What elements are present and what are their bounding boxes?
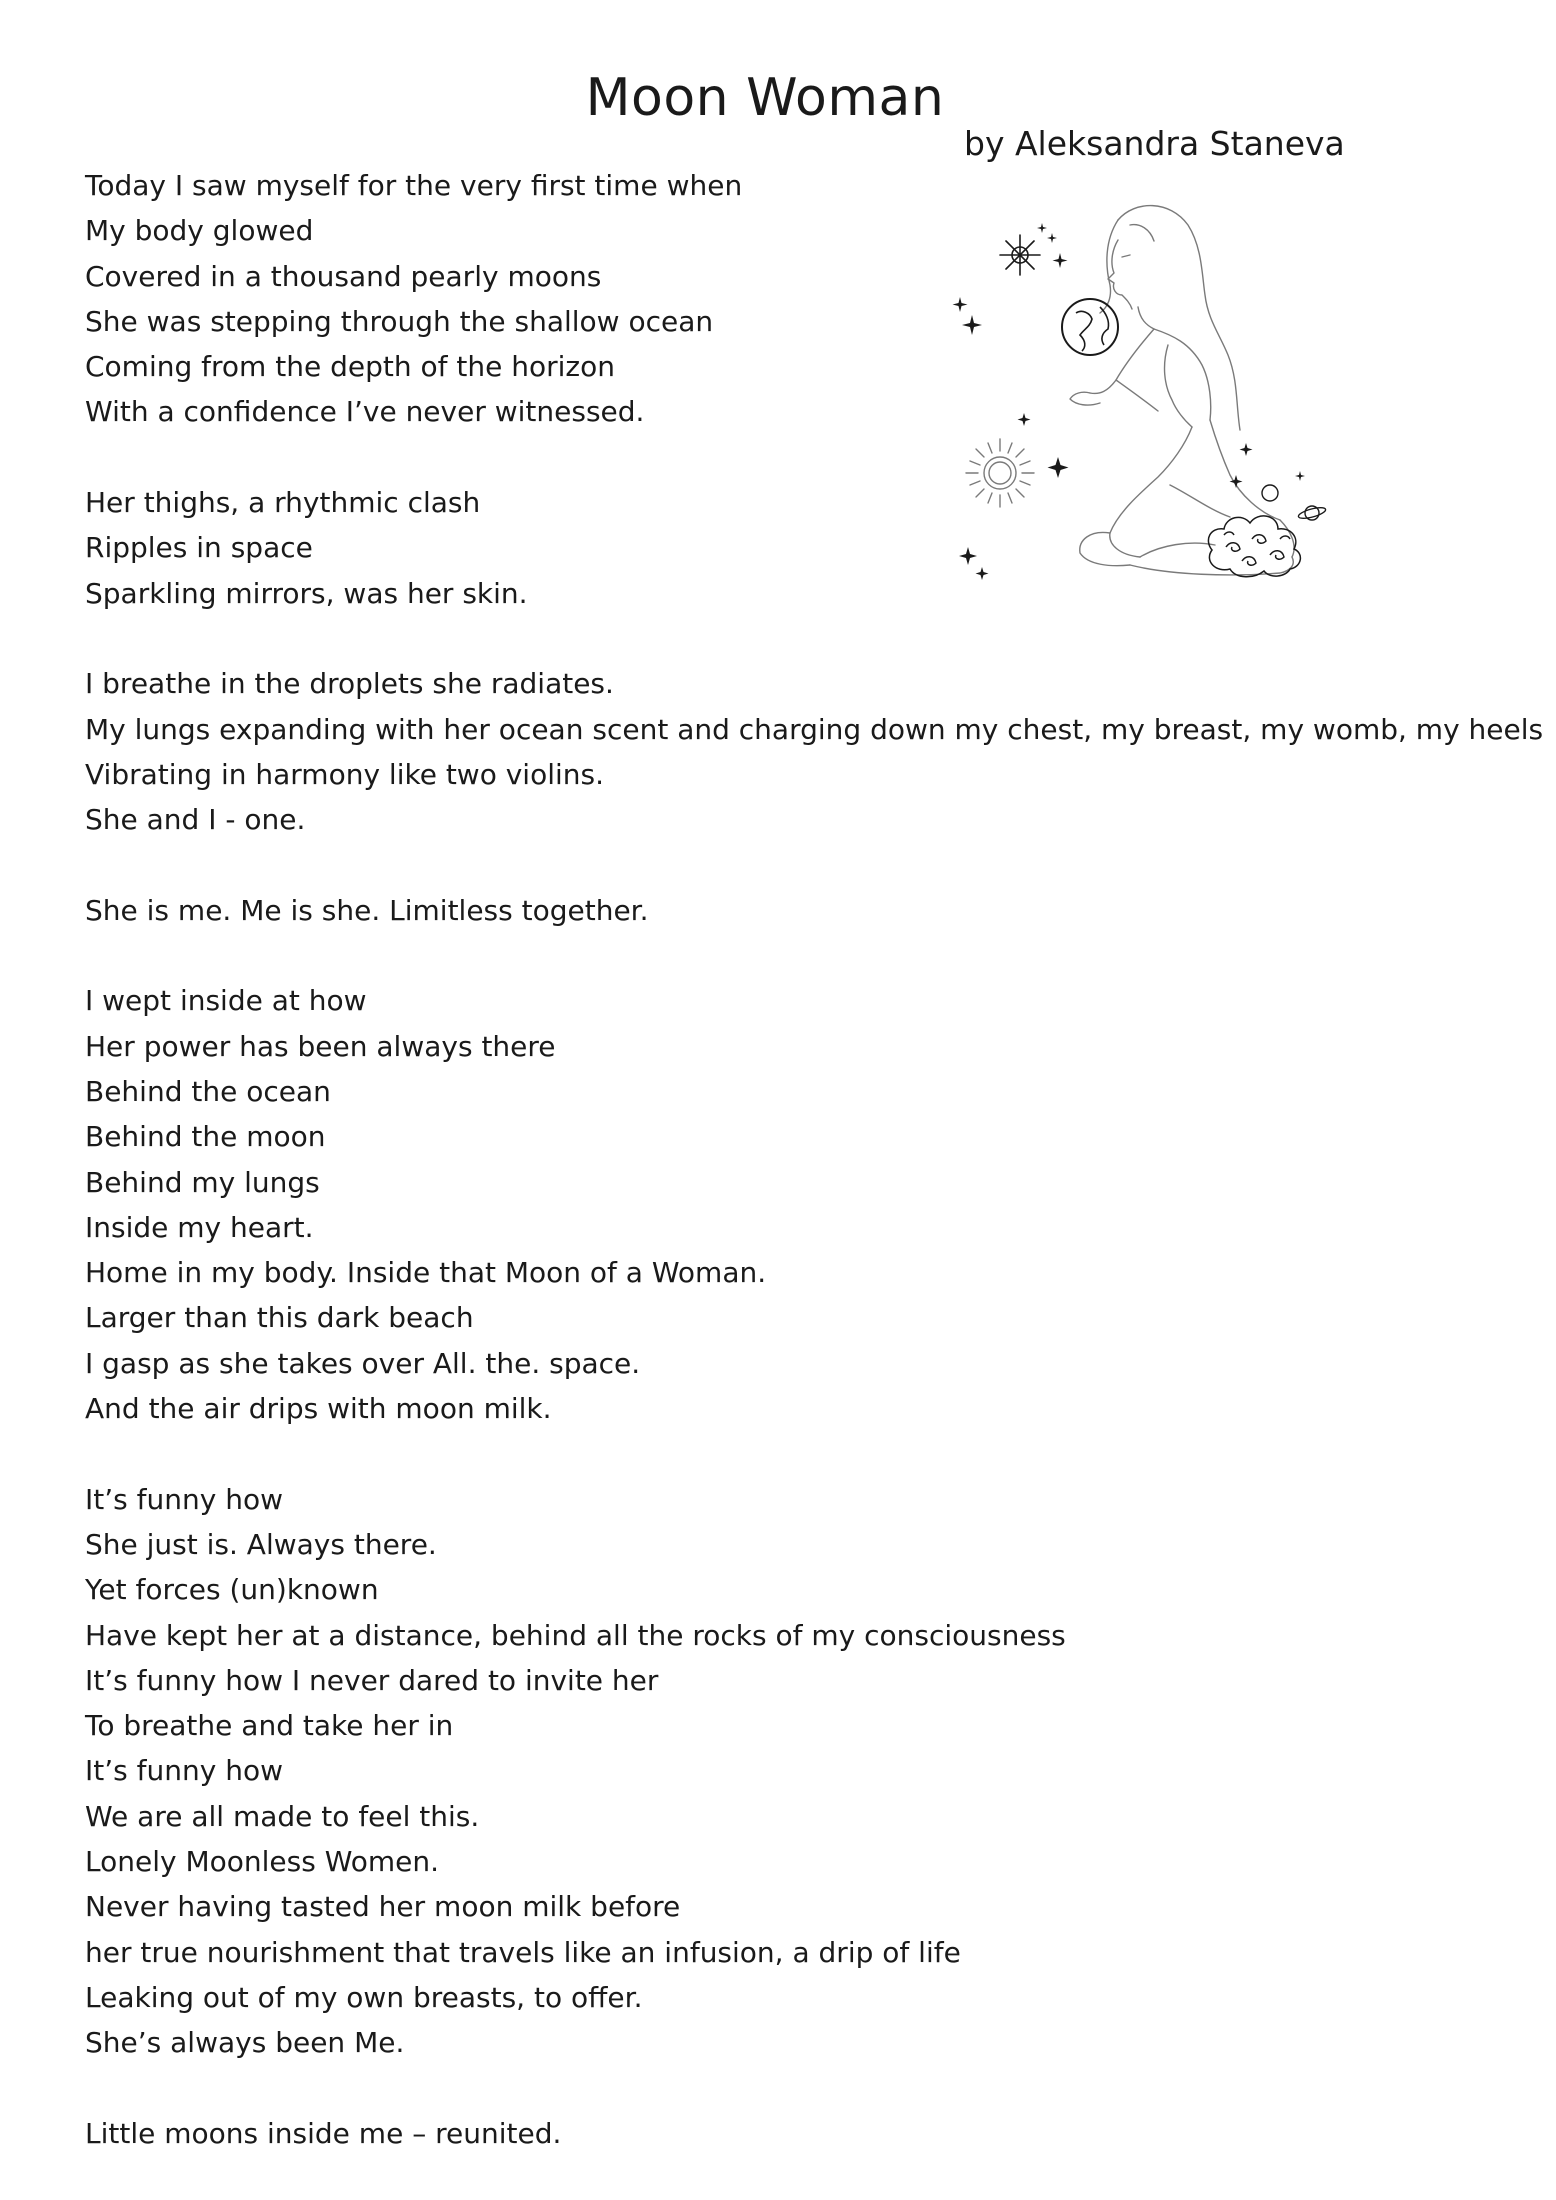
poem-body — [85, 163, 1544, 2156]
stanza — [85, 2111, 1505, 2156]
poem-line: Little moons inside me – reunited. — [85, 2116, 562, 2150]
poem-line: With a confidence I’ve never witnessed. — [85, 395, 645, 429]
poem-line: Behind the moon — [85, 1120, 326, 1154]
poem-line: I gasp as she takes over All. the. space. — [85, 1346, 641, 1380]
poem-line: Leaking out of my own breasts, to offer. — [85, 1980, 643, 2014]
author-byline: by Aleksandra Staneva — [964, 124, 1345, 163]
poem-line: Behind the ocean — [85, 1074, 331, 1108]
poem-line: She just is. Always there. — [85, 1527, 437, 1561]
poem-line: She’s always been Me. — [85, 2026, 405, 2060]
poem-line: Ripples in space — [85, 531, 313, 565]
stanza-break — [85, 2065, 1505, 2110]
poem-line: Yet forces (un)known — [85, 1573, 379, 1607]
poem-line: Home in my body. Inside that Moon of a Woman. — [85, 1256, 767, 1290]
poem-line: She is me. Me is she. Limitless together. — [85, 893, 649, 927]
stanza-break — [85, 842, 1505, 887]
poem-line: My body glowed — [85, 214, 314, 248]
poem-line: It’s funny how — [85, 1754, 283, 1788]
poem-line: Lonely Moonless Women. — [85, 1844, 440, 1878]
poem-line: She and I - one. — [85, 803, 306, 837]
poem-line: Inside my heart. — [85, 1210, 314, 1244]
poem-line: My lungs expanding with her ocean scent and charging down my chest, my breast, my womb, my heels — [85, 712, 1544, 746]
stanza — [85, 978, 1505, 1431]
poem-line: Her power has been always there — [85, 1029, 556, 1063]
poem-line: She was stepping through the shallow ocean — [85, 304, 714, 338]
poem-line: It’s funny how I never dared to invite her — [85, 1663, 659, 1697]
poem-line: I breathe in the droplets she radiates. — [85, 667, 614, 701]
poem-line: I wept inside at how — [85, 984, 367, 1018]
stanza-break — [85, 435, 1505, 480]
poem-line: Her thighs, a rhythmic clash — [85, 486, 481, 520]
stanza — [85, 1477, 1505, 2066]
poem-line: We are all made to feel this. — [85, 1799, 480, 1833]
poem-line: Never having tasted her moon milk before — [85, 1890, 681, 1924]
stanza — [85, 661, 1544, 842]
stanza-break — [85, 933, 1505, 978]
poem-line: Have kept her at a distance, behind all the rocks of my consciousness — [85, 1618, 1066, 1652]
poem-line: It’s funny how — [85, 1482, 283, 1516]
poem-line: To breathe and take her in — [85, 1709, 454, 1743]
poem-line: Coming from the depth of the horizon — [85, 350, 615, 384]
poem-line: Sparkling mirrors, was her skin. — [85, 576, 528, 610]
poem-line: And the air drips with moon milk. — [85, 1392, 552, 1426]
page-title: Moon Woman — [585, 68, 945, 128]
poem-line: Vibrating in harmony like two violins. — [85, 757, 604, 791]
stanza — [85, 480, 1505, 616]
poem-line: her true nourishment that travels like an infusion, a drip of life — [85, 1935, 961, 1969]
stanza-break — [85, 1431, 1505, 1476]
stanza-break — [85, 616, 1505, 661]
stanza — [85, 163, 1505, 435]
poem-line: Behind my lungs — [85, 1165, 320, 1199]
poem-line: Today I saw myself for the very first time when — [85, 169, 743, 202]
stanza — [85, 888, 1505, 933]
poem-line: Larger than this dark beach — [85, 1301, 474, 1335]
poem-line: Covered in a thousand pearly moons — [85, 259, 602, 293]
